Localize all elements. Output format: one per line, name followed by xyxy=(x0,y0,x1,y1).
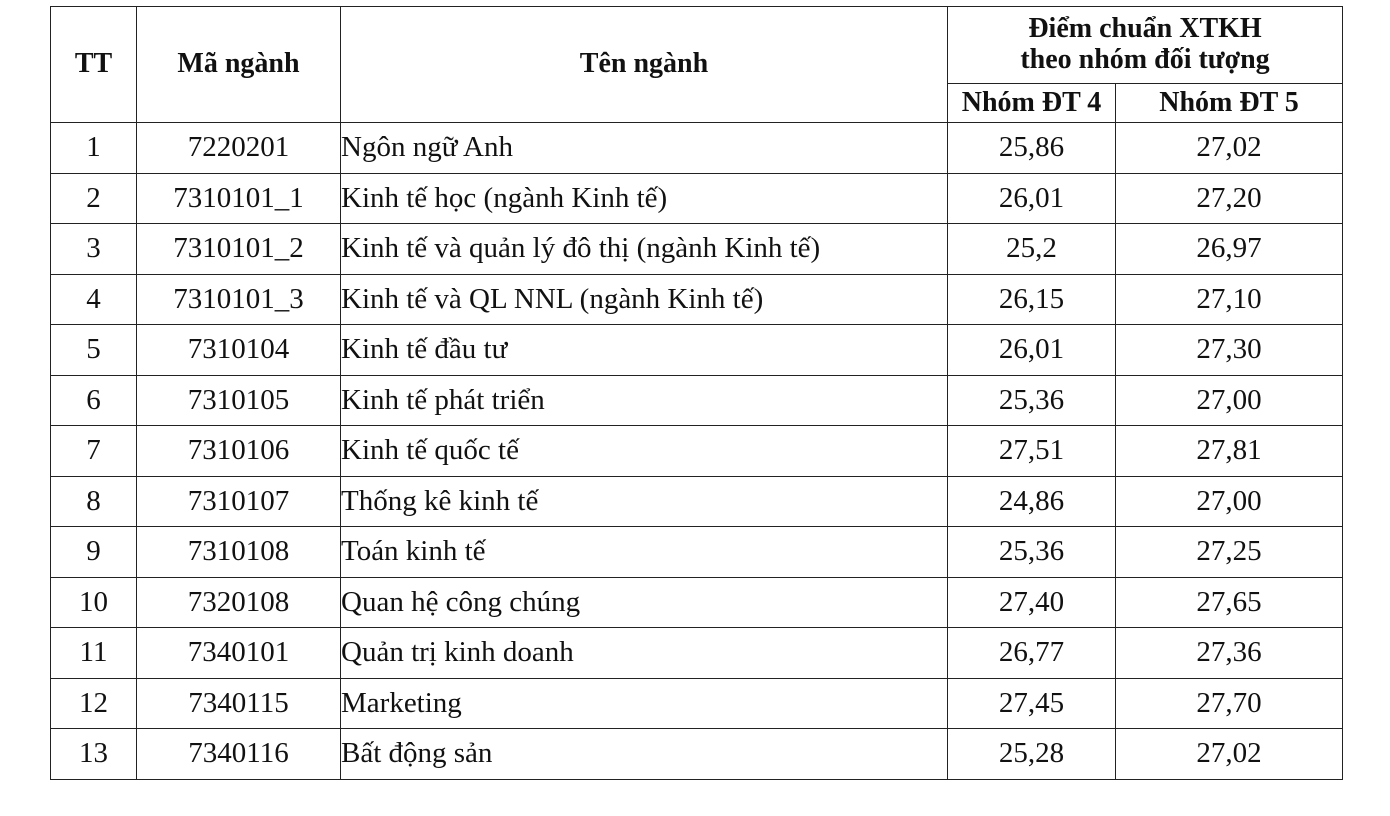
cell-name: Kinh tế đầu tư xyxy=(341,325,948,376)
cell-score-group-5: 27,25 xyxy=(1116,527,1343,578)
admission-scores-table xyxy=(50,6,1343,780)
cell-score-group-4: 25,36 xyxy=(948,527,1116,578)
header-group-5: Nhóm ĐT 5 xyxy=(1116,84,1343,123)
cell-score-group-4: 24,86 xyxy=(948,476,1116,527)
cell-tt: 5 xyxy=(51,325,137,376)
cell-name: Thống kê kinh tế xyxy=(341,476,948,527)
header-group-4: Nhóm ĐT 4 xyxy=(948,84,1116,123)
cell-code: 7310104 xyxy=(137,325,341,376)
cell-score-group-4: 26,01 xyxy=(948,325,1116,376)
cell-code: 7310108 xyxy=(137,527,341,578)
cell-code: 7310101_3 xyxy=(137,274,341,325)
cell-name: Quan hệ công chúng xyxy=(341,577,948,628)
cell-score-group-4: 25,86 xyxy=(948,123,1116,174)
cell-score-group-5: 27,00 xyxy=(1116,476,1343,527)
header-score-group xyxy=(948,7,1343,84)
cell-score-group-5: 27,30 xyxy=(1116,325,1343,376)
table-row xyxy=(51,628,1343,679)
cell-score-group-5: 27,10 xyxy=(1116,274,1343,325)
cell-code: 7310106 xyxy=(137,426,341,477)
cell-score-group-5: 27,36 xyxy=(1116,628,1343,679)
cell-tt: 6 xyxy=(51,375,137,426)
cell-score-group-5: 27,02 xyxy=(1116,729,1343,780)
header-score-group-line1: Điểm chuẩn XTKH xyxy=(1028,13,1262,45)
table-row xyxy=(51,729,1343,780)
cell-tt: 10 xyxy=(51,577,137,628)
table-row xyxy=(51,325,1343,376)
header-tt: TT xyxy=(51,7,137,123)
cell-code: 7340115 xyxy=(137,678,341,729)
cell-code: 7310101_1 xyxy=(137,173,341,224)
cell-score-group-4: 25,28 xyxy=(948,729,1116,780)
table-row xyxy=(51,476,1343,527)
cell-name: Ngôn ngữ Anh xyxy=(341,123,948,174)
cell-score-group-5: 27,65 xyxy=(1116,577,1343,628)
table-body xyxy=(51,123,1343,780)
cell-tt: 2 xyxy=(51,173,137,224)
cell-score-group-4: 26,15 xyxy=(948,274,1116,325)
header-score-group-line2: theo nhóm đối tượng xyxy=(1020,44,1270,75)
cell-score-group-5: 27,70 xyxy=(1116,678,1343,729)
cell-tt: 9 xyxy=(51,527,137,578)
cell-code: 7220201 xyxy=(137,123,341,174)
cell-tt: 13 xyxy=(51,729,137,780)
cell-tt: 7 xyxy=(51,426,137,477)
table-row xyxy=(51,527,1343,578)
cell-name: Kinh tế học (ngành Kinh tế) xyxy=(341,173,948,224)
cell-code: 7310105 xyxy=(137,375,341,426)
cell-code: 7340116 xyxy=(137,729,341,780)
cell-name: Kinh tế và quản lý đô thị (ngành Kinh tế) xyxy=(341,224,948,275)
table-row xyxy=(51,678,1343,729)
cell-tt: 3 xyxy=(51,224,137,275)
cell-code: 7310101_2 xyxy=(137,224,341,275)
cell-name: Kinh tế phát triển xyxy=(341,375,948,426)
cell-name: Quản trị kinh doanh xyxy=(341,628,948,679)
cell-score-group-4: 26,01 xyxy=(948,173,1116,224)
cell-score-group-5: 27,00 xyxy=(1116,375,1343,426)
table-header xyxy=(51,7,1343,123)
header-code: Mã ngành xyxy=(137,7,341,123)
cell-score-group-5: 27,81 xyxy=(1116,426,1343,477)
cell-name: Kinh tế quốc tế xyxy=(341,426,948,477)
cell-tt: 8 xyxy=(51,476,137,527)
cell-name: Toán kinh tế xyxy=(341,527,948,578)
table-row xyxy=(51,426,1343,477)
cell-name: Marketing xyxy=(341,678,948,729)
cell-tt: 11 xyxy=(51,628,137,679)
header-name: Tên ngành xyxy=(341,7,948,123)
cell-name: Bất động sản xyxy=(341,729,948,780)
cell-code: 7320108 xyxy=(137,577,341,628)
cell-code: 7340101 xyxy=(137,628,341,679)
cell-tt: 4 xyxy=(51,274,137,325)
table-row xyxy=(51,123,1343,174)
table-row xyxy=(51,224,1343,275)
table-row xyxy=(51,375,1343,426)
cell-score-group-4: 26,77 xyxy=(948,628,1116,679)
cell-tt: 1 xyxy=(51,123,137,174)
cell-score-group-4: 27,40 xyxy=(948,577,1116,628)
cell-score-group-4: 27,45 xyxy=(948,678,1116,729)
cell-score-group-4: 25,36 xyxy=(948,375,1116,426)
cell-code: 7310107 xyxy=(137,476,341,527)
table-row xyxy=(51,274,1343,325)
cell-name: Kinh tế và QL NNL (ngành Kinh tế) xyxy=(341,274,948,325)
cell-score-group-5: 27,02 xyxy=(1116,123,1343,174)
cell-score-group-5: 26,97 xyxy=(1116,224,1343,275)
cell-score-group-4: 25,2 xyxy=(948,224,1116,275)
cell-score-group-5: 27,20 xyxy=(1116,173,1343,224)
cell-score-group-4: 27,51 xyxy=(948,426,1116,477)
table-row xyxy=(51,577,1343,628)
table-row xyxy=(51,173,1343,224)
cell-tt: 12 xyxy=(51,678,137,729)
